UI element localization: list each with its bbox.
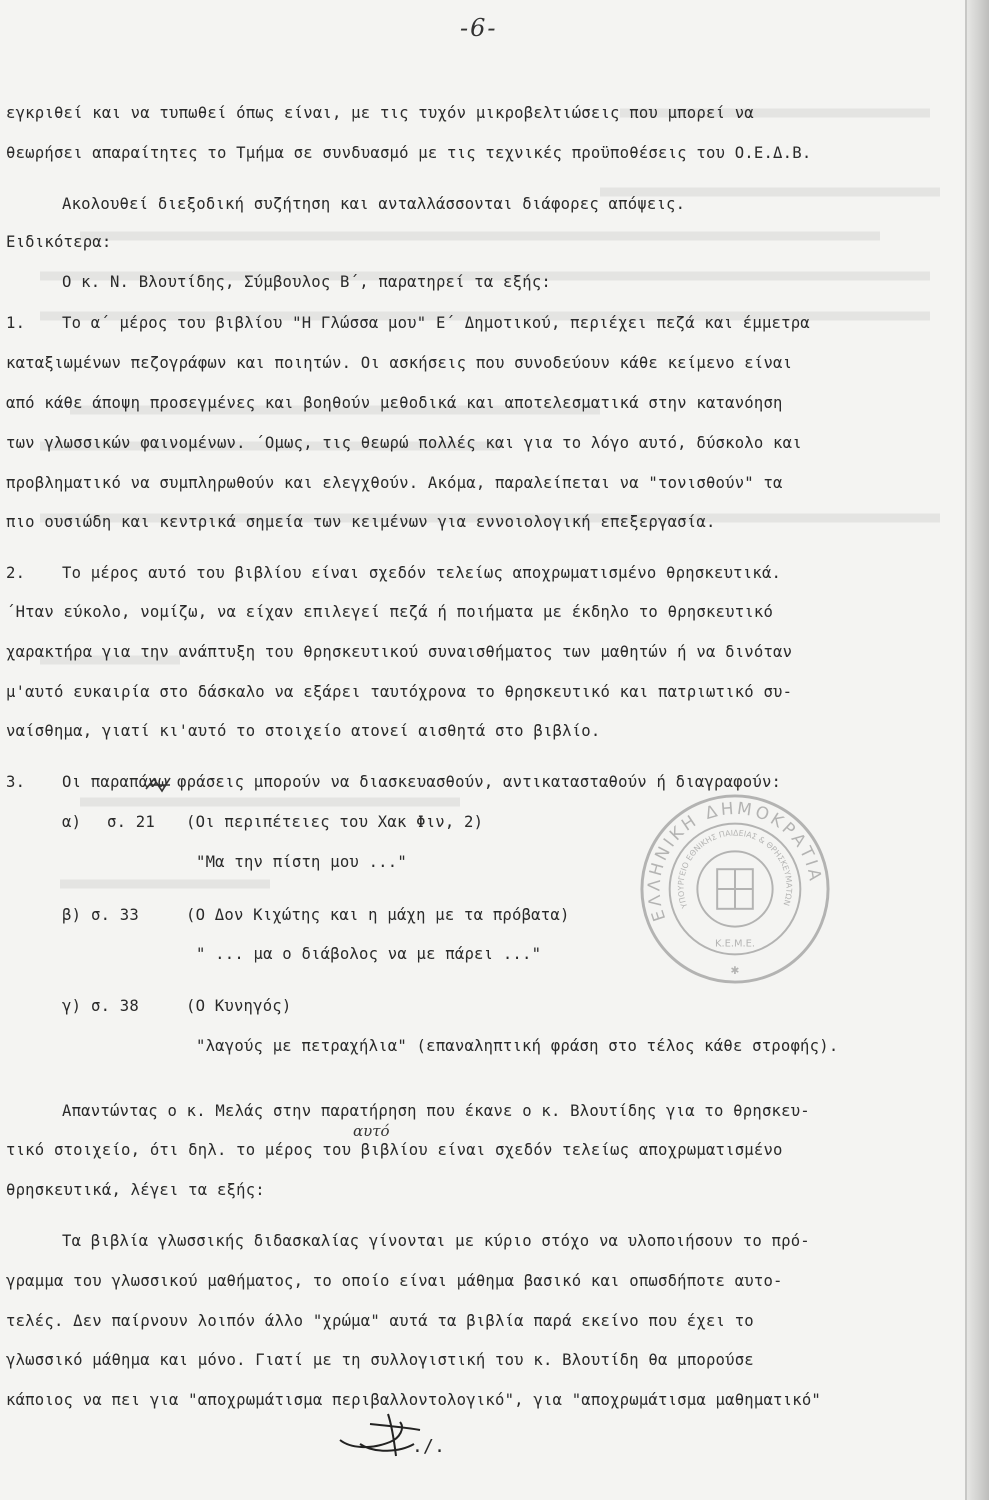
handwritten-correction-mark bbox=[140, 773, 180, 797]
list-marker: γ) bbox=[62, 997, 82, 1015]
text-line: Ο κ. Ν. Βλουτίδης, Σύμβουλος Β΄, παρατηρεί τα εξής: bbox=[62, 273, 551, 291]
text-line: θρησκευτικά, λέγει τα εξής: bbox=[6, 1181, 265, 1199]
signature-suffix: ./. bbox=[412, 1436, 446, 1457]
text-line: Απαντώντας ο κ. Μελάς στην παρατήρηση που έκανε ο κ. Βλουτίδης για το θρησκευ- bbox=[62, 1102, 810, 1120]
text-line: από κάθε άποψη προσεγμένες και βοηθούν μεθοδικά και αποτελεσματικά στην κατανόηση bbox=[6, 394, 783, 412]
text-line: τικό στοιχείο, ότι δηλ. το μέρος του βιβλίου είναι σχεδόν τελείως αποχρωματισμένο bbox=[6, 1141, 783, 1159]
page-reference: σ. 33 bbox=[91, 906, 139, 924]
page-reference: σ. 21 bbox=[107, 813, 155, 831]
text-line: (Οι περιπέτειες του Χακ Φιν, 2) bbox=[186, 813, 484, 831]
text-line: γλωσσικό μάθημα και μόνο. Γιατί με τη συλλογιστική του κ. Βλουτίδη θα μπορούσε bbox=[6, 1351, 754, 1369]
text-line: Ειδικότερα: bbox=[6, 233, 112, 251]
text-line: Οι παραπάνω φράσεις μπορούν να διασκευασθούν, αντικατασταθούν ή διαγραφούν: bbox=[62, 773, 782, 791]
text-line: γραμμα του γλωσσικού μαθήματος, το οποίο είναι μάθημα βασικό και οπωσδήποτε αυτο- bbox=[6, 1272, 783, 1290]
handwritten-signature bbox=[330, 1408, 470, 1468]
text-line: Το μέρος αυτό του βιβλίου είναι σχεδόν τελείως αποχρωματισμένο θρησκευτικά. bbox=[62, 564, 782, 582]
text-line: (Ο Κυνηγός) bbox=[186, 997, 292, 1015]
official-stamp bbox=[636, 790, 834, 988]
text-line: Ακολουθεί διεξοδική συζήτηση και ανταλλάσσονται διάφορες απόψεις. bbox=[62, 195, 686, 213]
text-line: ναίσθημα, γιατί κι'αυτό το στοιχείο ατονεί αισθητά στο βιβλίο. bbox=[6, 722, 601, 740]
text-line: θεωρήσει απαραίτητες το Τμήμα σε συνδυασμό με τις τεχνικές προϋποθέσεις του Ο.Ε.Δ.Β. bbox=[6, 144, 812, 162]
text-line: εγκριθεί και να τυπωθεί όπως είναι, με τις τυχόν μικροβελτιώσεις που μπορεί να bbox=[6, 104, 754, 122]
stamp-outer-text: ΕΛΛΗΝΙΚΗ ΔΗΜΟΚΡΑΤΙΑ bbox=[643, 797, 827, 924]
quoted-phrase: "λαγούς με πετραχήλια" (επαναληπτική φράση στο τέλος κάθε στροφής). bbox=[196, 1037, 839, 1055]
list-marker: α) bbox=[62, 813, 82, 831]
text-line: των γλωσσικών φαινομένων. ΄Ομως, τις θεωρώ πολλές και για το λόγο αυτό, δύσκολο και bbox=[6, 434, 802, 452]
text-line: ΄Ηταν εύκολο, νομίζω, να είχαν επιλεγεί πεζά ή ποιήματα με έκδηλο το θρησκευτικό bbox=[6, 603, 774, 621]
text-line: τελές. Δεν παίρνουν λοιπόν άλλο "χρώμα" αυτά τα βιβλία παρά εκείνο που έχει το bbox=[6, 1312, 754, 1330]
text-line: Το α΄ μέρος του βιβλίου "Η Γλώσσα μου" Ε΄ Δημοτικού, περιέχει πεζά και έμμετρα bbox=[62, 314, 810, 332]
text-line: καταξιωμένων πεζογράφων και ποιητών. Οι ασκήσεις που συνοδεύουν κάθε κείμενο είναι bbox=[6, 354, 793, 372]
quoted-phrase: "Μα την πίστη μου ..." bbox=[196, 853, 407, 871]
quoted-phrase: " ... μα ο διάβολος να με πάρει ..." bbox=[196, 945, 542, 963]
page-reference: σ. 38 bbox=[91, 997, 139, 1015]
item-number: 1. bbox=[6, 314, 26, 332]
item-number: 3. bbox=[6, 773, 26, 791]
stamp-inner-text: ΥΠΟΥΡΓΕΙΟ ΕΘΝΙΚΗΣ ΠΑΙΔΕΙΑΣ & ΘΡΗΣΚΕΥΜΑΤΩΝ bbox=[676, 828, 794, 910]
stamp-bottom-text: Κ.Ε.Μ.Ε. bbox=[714, 938, 756, 950]
page-number: -6- bbox=[460, 14, 498, 42]
text-line: πιο ουσιώδη και κεντρικά σημεία των κειμένων για εννοιολογική επεξεργασία. bbox=[6, 513, 716, 531]
svg-text:✱: ✱ bbox=[730, 962, 740, 979]
text-line: μ'αυτό ευκαιρία στο δάσκαλο να εξάρει ταυτόχρονα το θρησκευτικό και πατριωτικό συ- bbox=[6, 683, 793, 701]
text-line: κάποιος να πει για "αποχρωμάτισμα περιβαλλοντολογικό", για "αποχρωμάτισμα μαθηματικό" bbox=[6, 1391, 821, 1409]
page-edge-shadow bbox=[967, 0, 989, 1500]
handwritten-insert: αυτό bbox=[353, 1122, 390, 1140]
text-line: χαρακτήρα για την ανάπτυξη του θρησκευτικού συναισθήματος των μαθητών ή να δινόταν bbox=[6, 643, 793, 661]
text-line: προβληματικό να συμπληρωθούν και ελεγχθούν. Ακόμα, παραλείπεται να "τονισθούν" τα bbox=[6, 474, 783, 492]
text-line: Τα βιβλία γλωσσικής διδασκαλίας γίνονται με κύριο στόχο να υλοποιήσουν το πρό- bbox=[62, 1232, 810, 1250]
text-line: (Ο Δον Κιχώτης και η μάχη με τα πρόβατα) bbox=[186, 906, 570, 924]
item-number: 2. bbox=[6, 564, 26, 582]
list-marker: β) bbox=[62, 906, 82, 924]
